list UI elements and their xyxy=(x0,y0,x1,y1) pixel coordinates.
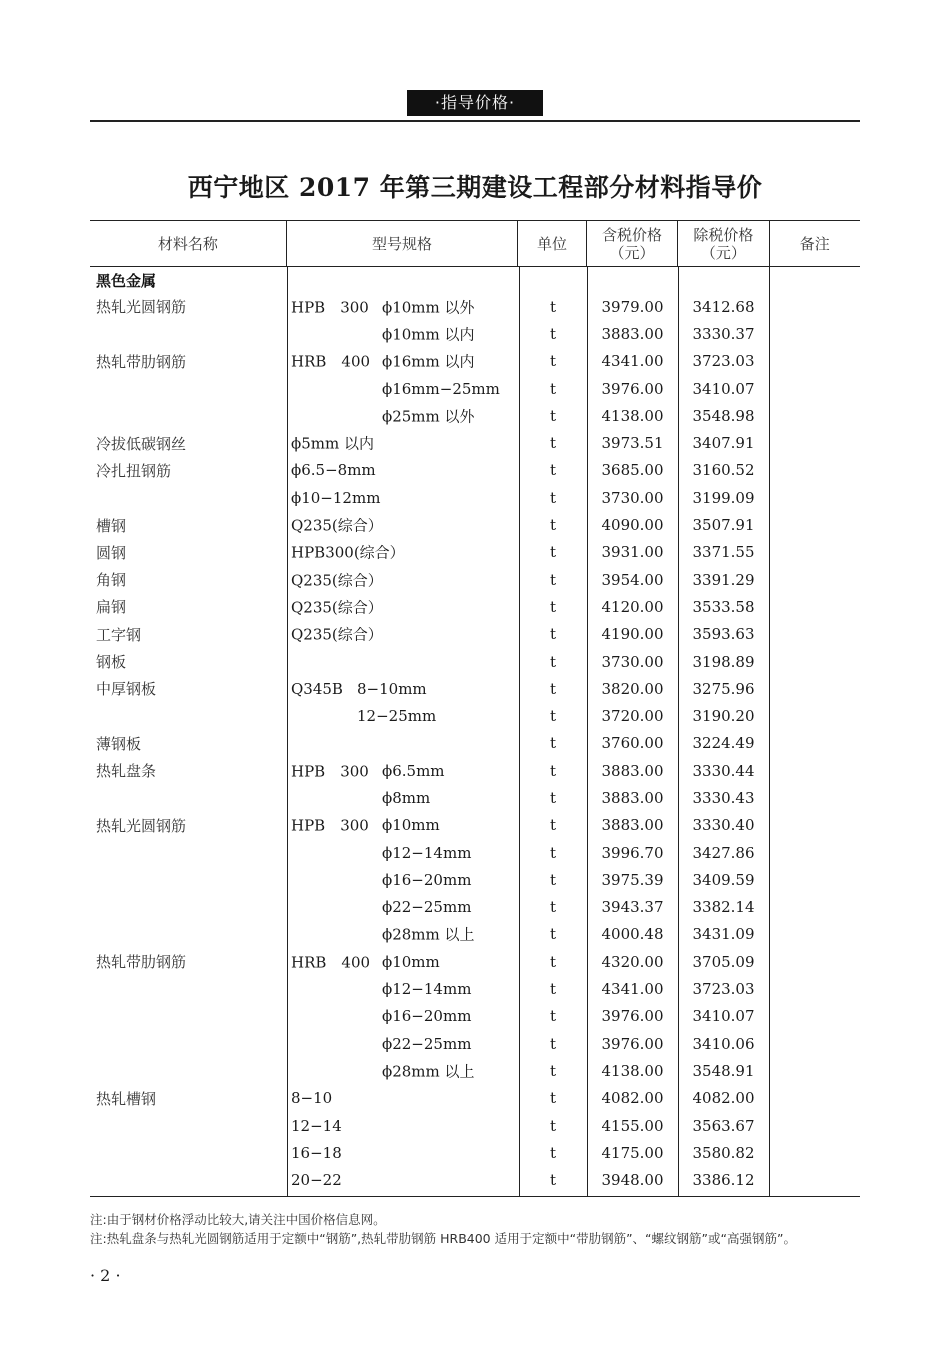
net-price-cell: 3330.44 xyxy=(692,761,755,780)
column-divider xyxy=(587,267,588,1196)
tax-price-cell: 3943.37 xyxy=(601,898,664,917)
unit-cell: t xyxy=(549,679,557,698)
net-price-cell: 3160.52 xyxy=(692,461,755,480)
table-row xyxy=(90,648,860,675)
tax-price-cell: 4000.48 xyxy=(601,925,664,944)
spec-grade: Q345B xyxy=(291,679,343,698)
spec-text: 20−22 xyxy=(291,1171,342,1190)
unit-cell: t xyxy=(549,652,557,671)
spec-diameter: ϕ22−25mm xyxy=(382,898,472,917)
spec-cell xyxy=(287,975,519,1002)
page-title: 西宁地区 2017 年第三期建设工程部分材料指导价 xyxy=(187,173,763,202)
net-price-cell: 3391.29 xyxy=(692,570,755,589)
unit-cell: t xyxy=(549,1007,557,1026)
material-name: 扁钢 xyxy=(96,598,127,617)
table-row xyxy=(90,866,860,893)
spec-diameter: ϕ10mm xyxy=(382,816,440,835)
net-price-cell: 3580.82 xyxy=(692,1143,755,1162)
col-header-tax-price: 含税价格 （元） xyxy=(587,221,678,266)
table-row xyxy=(90,1112,860,1139)
spec-cell xyxy=(287,320,519,347)
net-price-cell: 3507.91 xyxy=(692,516,755,535)
tax-price-cell: 3973.51 xyxy=(601,434,664,453)
table-row xyxy=(90,402,860,429)
column-divider xyxy=(678,267,679,1196)
footnote: 注:由于钢材价格浮动比较大,请关注中国价格信息网。 xyxy=(90,1212,386,1227)
spec-cell xyxy=(287,839,519,866)
unit-cell: t xyxy=(549,1143,557,1162)
spec-grade: HPB 300 xyxy=(291,298,369,317)
tax-price-cell: 4138.00 xyxy=(601,406,664,425)
category-row xyxy=(90,267,860,293)
col-header-unit: 单位 xyxy=(518,221,587,266)
table-row xyxy=(90,1057,860,1084)
spec-grade: HPB 300 xyxy=(291,762,369,781)
net-price-cell: 3410.07 xyxy=(692,1007,755,1026)
tax-price-cell: 4082.00 xyxy=(601,1089,664,1108)
unit-cell: t xyxy=(549,952,557,971)
spec-cell xyxy=(287,784,519,811)
net-price-cell: 3723.03 xyxy=(692,352,755,371)
material-name: 热轧带肋钢筋 xyxy=(96,352,187,371)
tax-price-cell: 4175.00 xyxy=(601,1143,664,1162)
net-price-cell: 3224.49 xyxy=(692,734,755,753)
table-row xyxy=(90,921,860,948)
spec-cell xyxy=(287,484,519,511)
net-price-cell: 3330.37 xyxy=(692,324,755,343)
unit-cell: t xyxy=(549,516,557,535)
net-price-cell: 3723.03 xyxy=(692,980,755,999)
spec-text: ϕ6.5−8mm xyxy=(291,461,376,480)
net-price-cell: 3427.86 xyxy=(692,843,755,862)
tax-price-cell: 3720.00 xyxy=(601,707,664,726)
table-row xyxy=(90,812,860,839)
spec-thickness: 12−25mm xyxy=(357,707,437,726)
table-row xyxy=(90,539,860,566)
table-row xyxy=(90,621,860,648)
material-name: 热轧带肋钢筋 xyxy=(96,953,187,972)
material-name: 热轧槽钢 xyxy=(96,1089,157,1108)
tax-price-cell: 3883.00 xyxy=(601,816,664,835)
unit-cell: t xyxy=(549,843,557,862)
unit-cell: t xyxy=(549,816,557,835)
col-header-note: 备注 xyxy=(799,234,830,253)
tax-price-cell: 3975.39 xyxy=(601,870,664,889)
tax-price-cell: 4120.00 xyxy=(601,597,664,616)
unit-cell: t xyxy=(549,761,557,780)
footnote: 注:热轧盘条与热轧光圆钢筋适用于定额中“钢筋”,热轧带肋钢筋 HRB400 适用于定额中“带肋钢筋”、“螺纹钢筋”或“高强钢筋”。 xyxy=(90,1231,796,1246)
spec-cell xyxy=(287,511,519,538)
spec-diameter: ϕ10mm xyxy=(382,952,440,971)
table-row xyxy=(90,320,860,347)
net-price-cell: 3199.09 xyxy=(692,488,755,507)
unit-cell: t xyxy=(549,597,557,616)
unit-cell: t xyxy=(549,1061,557,1080)
table-row xyxy=(90,1139,860,1166)
table-row xyxy=(90,730,860,757)
price-table xyxy=(90,220,860,1197)
net-price-cell: 3407.91 xyxy=(692,434,755,453)
tax-price-cell: 3976.00 xyxy=(601,379,664,398)
material-name: 热轧盘条 xyxy=(96,762,157,781)
spec-diameter: ϕ6.5mm xyxy=(382,761,445,780)
tax-price-cell: 3979.00 xyxy=(601,297,664,316)
spec-cell xyxy=(287,566,519,593)
material-name: 冷扎扭钢筋 xyxy=(96,461,172,480)
column-divider xyxy=(519,267,520,1196)
spec-cell xyxy=(287,457,519,484)
unit-cell: t xyxy=(549,352,557,371)
spec-text: Q235(综合） xyxy=(291,598,383,617)
spec-diameter: ϕ22−25mm xyxy=(382,1034,472,1053)
spec-thickness: 8−10mm xyxy=(357,679,427,698)
spec-diameter: ϕ12−14mm xyxy=(382,980,472,999)
spec-cell xyxy=(287,1167,519,1194)
spec-diameter: ϕ10mm 以内 xyxy=(382,325,475,344)
table-row xyxy=(90,457,860,484)
tax-price-cell: 3730.00 xyxy=(601,652,664,671)
spec-cell xyxy=(287,948,519,975)
net-price-cell: 3198.89 xyxy=(692,652,755,671)
unit-cell: t xyxy=(549,324,557,343)
unit-cell: t xyxy=(549,1171,557,1190)
spec-text: Q235(综合） xyxy=(291,625,383,644)
spec-text: 12−14 xyxy=(291,1116,342,1135)
spec-cell xyxy=(287,375,519,402)
spec-cell xyxy=(287,894,519,921)
spec-cell xyxy=(287,621,519,648)
material-name: 热轧光圆钢筋 xyxy=(96,298,187,317)
table-row xyxy=(90,1030,860,1057)
material-name: 钢板 xyxy=(96,653,127,671)
tax-price-cell: 3976.00 xyxy=(601,1007,664,1026)
spec-cell xyxy=(287,429,519,456)
net-price-cell: 3382.14 xyxy=(692,898,755,917)
spec-cell xyxy=(287,702,519,729)
tax-price-cell: 3685.00 xyxy=(601,461,664,480)
table-body xyxy=(90,267,860,1196)
material-name: 热轧光圆钢筋 xyxy=(96,816,187,835)
spec-diameter: ϕ16mm 以内 xyxy=(382,352,475,371)
spec-text: 8−10 xyxy=(291,1089,333,1108)
net-price-cell: 3705.09 xyxy=(692,952,755,971)
spec-diameter: ϕ28mm 以上 xyxy=(382,1062,475,1081)
table-row xyxy=(90,975,860,1002)
material-name: 圆钢 xyxy=(96,543,127,562)
spec-cell xyxy=(287,1139,519,1166)
table-row xyxy=(90,566,860,593)
tax-price-cell: 4190.00 xyxy=(601,625,664,644)
unit-cell: t xyxy=(549,870,557,889)
net-price-cell: 3412.68 xyxy=(692,297,755,316)
spec-cell xyxy=(287,866,519,893)
spec-text: Q235(综合） xyxy=(291,571,383,590)
table-row xyxy=(90,675,860,702)
spec-diameter: ϕ28mm 以上 xyxy=(382,925,475,944)
table-row xyxy=(90,839,860,866)
net-price-cell: 3190.20 xyxy=(692,707,755,726)
spec-text: HPB300(综合） xyxy=(291,543,405,562)
spec-diameter: ϕ16−20mm xyxy=(382,870,472,889)
table-header xyxy=(90,221,860,267)
col-header-spec: 型号规格 xyxy=(287,221,519,266)
material-name: 工字钢 xyxy=(96,625,142,644)
net-price-cell: 3386.12 xyxy=(692,1171,755,1190)
col-header-net-price: 除税价格 （元） xyxy=(678,221,769,266)
unit-cell: t xyxy=(549,707,557,726)
spec-cell xyxy=(287,402,519,429)
spec-diameter: ϕ8mm xyxy=(382,788,431,807)
unit-cell: t xyxy=(549,570,557,589)
unit-cell: t xyxy=(549,461,557,480)
spec-diameter: ϕ16mm−25mm xyxy=(382,379,500,398)
spec-grade: HPB 300 xyxy=(291,816,369,835)
spec-grade: HRB 400 xyxy=(291,953,371,972)
spec-cell xyxy=(287,1057,519,1084)
table-row xyxy=(90,1085,860,1112)
tax-price-cell: 3730.00 xyxy=(601,488,664,507)
table-row xyxy=(90,293,860,320)
spec-cell xyxy=(287,1112,519,1139)
table-row xyxy=(90,894,860,921)
material-name: 冷拔低碳钢丝 xyxy=(96,434,187,453)
spec-cell xyxy=(287,812,519,839)
unit-cell: t xyxy=(549,1034,557,1053)
spec-cell xyxy=(287,675,519,702)
tax-price-cell: 3760.00 xyxy=(601,734,664,753)
unit-cell: t xyxy=(549,434,557,453)
tax-price-cell: 4138.00 xyxy=(601,1061,664,1080)
spec-grade: HRB 400 xyxy=(291,352,371,371)
tax-price-cell: 3820.00 xyxy=(601,679,664,698)
spec-cell xyxy=(287,921,519,948)
net-price-cell: 3410.06 xyxy=(692,1034,755,1053)
unit-cell: t xyxy=(549,406,557,425)
tax-price-cell: 3931.00 xyxy=(601,543,664,562)
page-number: · 2 · xyxy=(90,1266,121,1285)
spec-cell xyxy=(287,730,519,757)
unit-cell: t xyxy=(549,625,557,644)
col-header-name: 材料名称 xyxy=(90,221,287,266)
spec-text: ϕ10−12mm xyxy=(291,488,381,507)
spec-cell xyxy=(287,539,519,566)
unit-cell: t xyxy=(549,788,557,807)
spec-diameter: ϕ25mm 以外 xyxy=(382,407,475,426)
spec-text: ϕ5mm 以内 xyxy=(291,434,374,453)
tax-price-cell: 4341.00 xyxy=(601,352,664,371)
table-row xyxy=(90,948,860,975)
tax-price-cell: 3948.00 xyxy=(601,1171,664,1190)
net-price-cell: 3330.40 xyxy=(692,816,755,835)
spec-cell xyxy=(287,593,519,620)
spec-cell xyxy=(287,648,519,675)
tax-price-cell: 4090.00 xyxy=(601,516,664,535)
net-price-cell: 3330.43 xyxy=(692,788,755,807)
unit-cell: t xyxy=(549,898,557,917)
table-row xyxy=(90,511,860,538)
net-price-cell: 3548.91 xyxy=(692,1061,755,1080)
unit-cell: t xyxy=(549,379,557,398)
table-row xyxy=(90,1167,860,1194)
category-label: 黑色金属 xyxy=(96,271,157,290)
table-row xyxy=(90,702,860,729)
material-name: 中厚钢板 xyxy=(96,680,157,699)
spec-text: 16−18 xyxy=(291,1143,342,1162)
net-price-cell: 3410.07 xyxy=(692,379,755,398)
spec-diameter: ϕ12−14mm xyxy=(382,843,472,862)
net-price-cell: 3548.98 xyxy=(692,406,755,425)
tax-price-cell: 4341.00 xyxy=(601,980,664,999)
footnotes xyxy=(90,1210,796,1248)
tax-price-cell: 3883.00 xyxy=(601,761,664,780)
net-price-cell: 3431.09 xyxy=(692,925,755,944)
spec-cell xyxy=(287,348,519,375)
spec-cell xyxy=(287,757,519,784)
table-row xyxy=(90,484,860,511)
tax-price-cell: 3883.00 xyxy=(601,788,664,807)
unit-cell: t xyxy=(549,297,557,316)
table-row xyxy=(90,429,860,456)
tax-price-cell: 3954.00 xyxy=(601,570,664,589)
table-row xyxy=(90,348,860,375)
material-name: 薄钢板 xyxy=(96,734,142,753)
tax-price-cell: 3976.00 xyxy=(601,1034,664,1053)
net-price-cell: 3275.96 xyxy=(692,679,755,698)
net-price-cell: 4082.00 xyxy=(692,1089,755,1108)
unit-cell: t xyxy=(549,543,557,562)
tax-price-cell: 3996.70 xyxy=(601,843,664,862)
spec-text: Q235(综合） xyxy=(291,516,383,535)
unit-cell: t xyxy=(549,925,557,944)
tax-price-cell: 3883.00 xyxy=(601,324,664,343)
tax-price-cell: 4320.00 xyxy=(601,952,664,971)
net-price-cell: 3371.55 xyxy=(692,543,755,562)
section-tag: ·指导价格· xyxy=(407,90,543,116)
net-price-cell: 3563.67 xyxy=(692,1116,755,1135)
spec-diameter: ϕ10mm 以外 xyxy=(382,298,475,317)
unit-cell: t xyxy=(549,734,557,753)
net-price-cell: 3593.63 xyxy=(692,625,755,644)
spec-cell xyxy=(287,1085,519,1112)
net-price-cell: 3409.59 xyxy=(692,870,755,889)
table-row xyxy=(90,375,860,402)
column-divider xyxy=(769,267,770,1196)
spec-diameter: ϕ16−20mm xyxy=(382,1007,472,1026)
unit-cell: t xyxy=(549,1089,557,1108)
table-row xyxy=(90,784,860,811)
table-row xyxy=(90,757,860,784)
unit-cell: t xyxy=(549,488,557,507)
unit-cell: t xyxy=(549,1116,557,1135)
table-row xyxy=(90,593,860,620)
tax-price-cell: 4155.00 xyxy=(601,1116,664,1135)
spec-cell xyxy=(287,293,519,320)
net-price-cell: 3533.58 xyxy=(692,597,755,616)
spec-cell xyxy=(287,1030,519,1057)
material-name: 角钢 xyxy=(96,571,127,590)
material-name: 槽钢 xyxy=(96,516,127,535)
spec-cell xyxy=(287,1003,519,1030)
unit-cell: t xyxy=(549,980,557,999)
table-row xyxy=(90,1003,860,1030)
top-rule xyxy=(90,120,860,122)
